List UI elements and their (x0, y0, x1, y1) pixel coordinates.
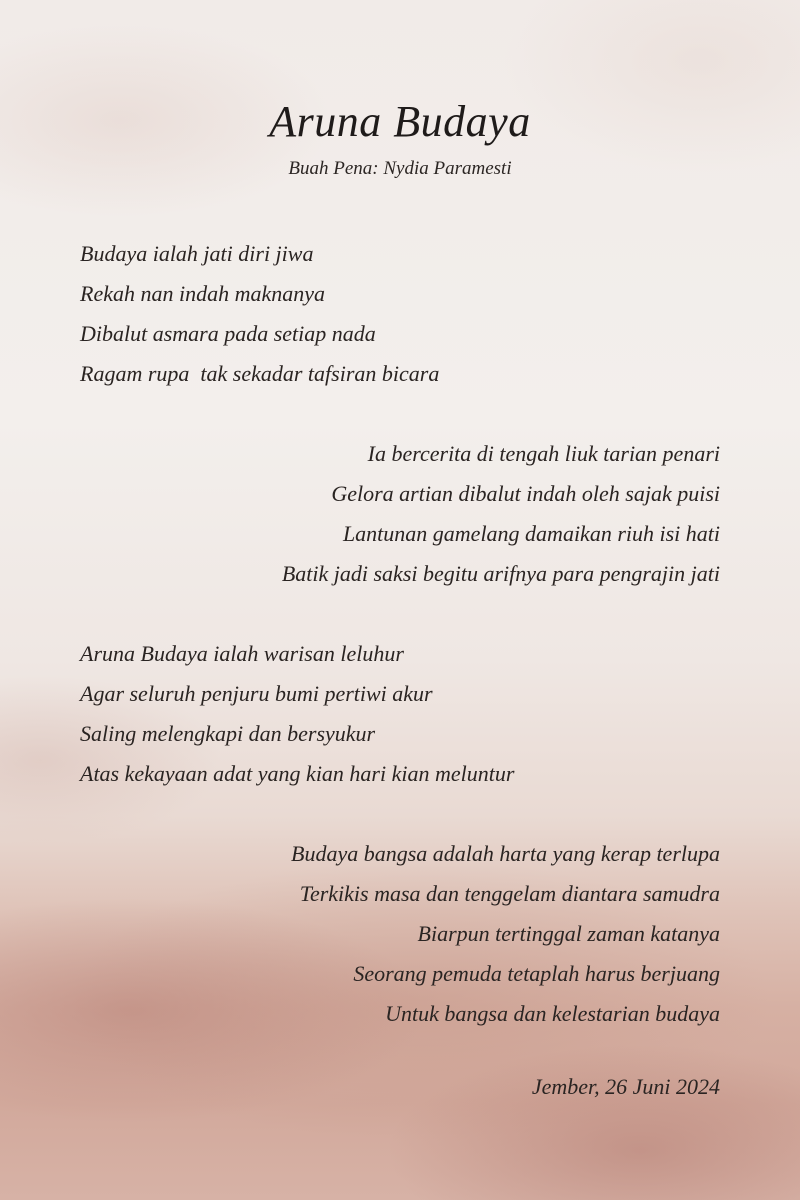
stanza-4 (291, 834, 720, 1034)
stanza-1 (80, 234, 439, 394)
poem-line: Seorang pemuda tetaplah harus berjuang (353, 961, 720, 986)
poem-line: Dibalut asmara pada setiap nada (80, 321, 376, 346)
poem-title: Aruna Budaya (269, 97, 531, 146)
poem-dateline: Jember, 26 Juni 2024 (531, 1074, 720, 1099)
poem-line: Biarpun tertinggal zaman katanya (417, 921, 720, 946)
poem-line: Ia bercerita di tengah liuk tarian penari (367, 441, 720, 466)
poem-line: Budaya ialah jati diri jiwa (80, 241, 314, 266)
poem-line: Ragam rupa tak sekadar tafsiran bicara (80, 361, 440, 386)
poem-line: Saling melengkapi dan bersyukur (80, 721, 376, 746)
poem-line: Untuk bangsa dan kelestarian budaya (385, 1001, 720, 1026)
poem-line: Budaya bangsa adalah harta yang kerap terlupa (291, 841, 720, 866)
poem-line: Gelora artian dibalut indah oleh sajak puisi (331, 481, 720, 506)
poem-line: Atas kekayaan adat yang kian hari kian meluntur (80, 761, 515, 786)
stanza-2 (282, 434, 720, 594)
poem-line: Terkikis masa dan tenggelam diantara samudra (299, 881, 720, 906)
poem-byline: Buah Pena: Nydia Paramesti (288, 158, 512, 179)
stanza-3 (80, 634, 514, 794)
poem-line: Batik jadi saksi begitu arifnya para pengrajin jati (281, 561, 720, 586)
poem-line: Agar seluruh penjuru bumi pertiwi akur (80, 681, 433, 706)
poem-line: Rekah nan indah maknanya (80, 281, 325, 306)
poem-line: Lantunan gamelang damaikan riuh isi hati (342, 521, 720, 546)
poem-line: Aruna Budaya ialah warisan leluhur (80, 641, 404, 666)
